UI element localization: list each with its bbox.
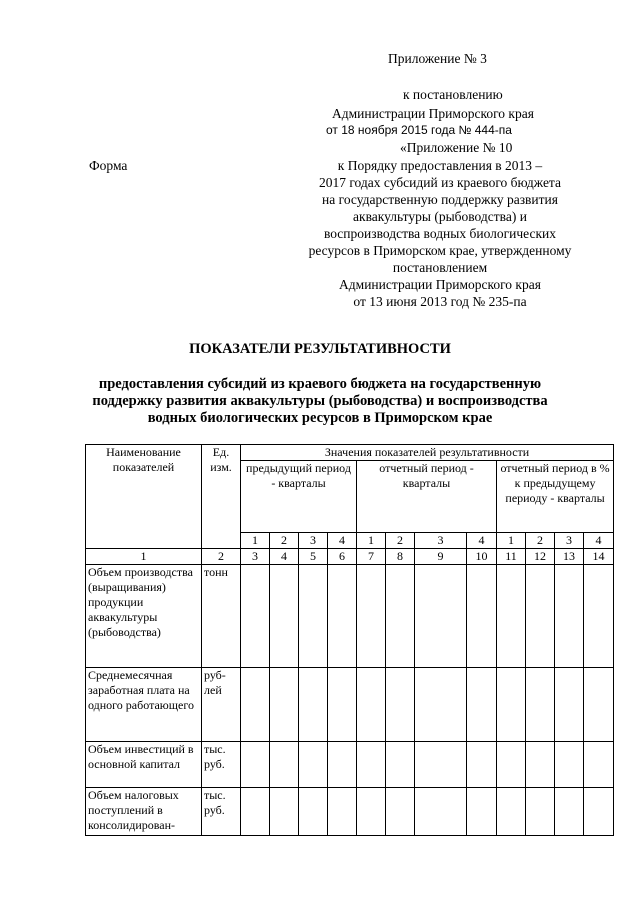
value-cell [497, 565, 526, 668]
indicator-unit: тыс. руб. [202, 742, 241, 788]
value-cell [467, 668, 497, 742]
order-line: к Порядку предоставления в 2013 – [337, 158, 543, 173]
document-title: ПОКАЗАТЕЛИ РЕЗУЛЬТАТИВНОСТИ [189, 341, 451, 357]
value-cell [415, 668, 467, 742]
indicator-name: Объем инвестиций в основной капитал [86, 742, 202, 788]
column-number-cell: 11 [497, 549, 526, 565]
value-cell [328, 668, 357, 742]
column-number-cell: 14 [584, 549, 614, 565]
order-reference [270, 157, 610, 310]
value-cell [415, 565, 467, 668]
value-cell [415, 788, 467, 836]
value-cell [357, 565, 386, 668]
value-cell [386, 668, 415, 742]
value-cell [357, 788, 386, 836]
column-number-cell: 12 [526, 549, 555, 565]
value-cell [386, 565, 415, 668]
indicator-name: Объем налоговых поступлений в консолидирован- [86, 788, 202, 836]
column-header-unit: Ед. изм. [202, 445, 241, 549]
value-cell [555, 742, 584, 788]
value-cell [241, 565, 270, 668]
value-cell [357, 742, 386, 788]
value-cell [328, 565, 357, 668]
subtitle-line: предоставления субсидий из краевого бюджета на государственную [98, 376, 542, 392]
value-cell [555, 668, 584, 742]
value-cell [270, 668, 299, 742]
column-number-cell: 6 [328, 549, 357, 565]
indicator-unit: тыс. руб. [202, 788, 241, 836]
quarter-cell: 2 [386, 533, 415, 549]
value-cell [299, 788, 328, 836]
order-line: воспроизводства водных биологических [323, 226, 557, 241]
value-cell [270, 742, 299, 788]
table-row [86, 742, 614, 788]
value-cell [497, 668, 526, 742]
value-cell [526, 788, 555, 836]
subtitle-line: водных биологических ресурсов в Приморском крае [147, 410, 493, 426]
indicator-unit: тонн [202, 565, 241, 668]
column-number-cell: 9 [415, 549, 467, 565]
table-row [86, 565, 614, 668]
quarter-cell: 4 [584, 533, 614, 549]
document-subtitle [60, 376, 580, 427]
value-cell [241, 788, 270, 836]
value-cell [299, 668, 328, 742]
values-header: Значения показателей результативности [241, 445, 614, 461]
period-percent-header: отчетный период в % к предыдущему периоду - кварталы [497, 461, 614, 533]
indicators-table [85, 444, 614, 836]
order-line: постановлением [392, 260, 488, 275]
period-previous-header: предыдущий период - кварталы [241, 461, 357, 533]
value-cell [555, 788, 584, 836]
value-cell [328, 742, 357, 788]
order-line: 2017 годах субсидий из краевого бюджета [318, 175, 561, 190]
value-cell [526, 668, 555, 742]
administration-label: Администрации Приморского края [332, 106, 534, 121]
column-header-name: Наименование показателей [86, 445, 202, 549]
column-number-cell: 4 [270, 549, 299, 565]
indicator-name: Объем производства (выращивания) продукции аквакультуры (рыбоводства) [86, 565, 202, 668]
value-cell [497, 788, 526, 836]
value-cell [386, 742, 415, 788]
value-cell [241, 742, 270, 788]
quarter-cell: 1 [241, 533, 270, 549]
column-number-cell: 13 [555, 549, 584, 565]
value-cell [526, 565, 555, 668]
appendix-label: Приложение № 3 [388, 51, 487, 66]
indicator-name: Среднемесячная заработная плата на одного работающего [86, 668, 202, 742]
value-cell [328, 788, 357, 836]
order-line: на государственную поддержку развития [322, 192, 558, 207]
value-cell [584, 565, 614, 668]
value-cell [584, 788, 614, 836]
appendix-10-label: «Приложение № 10 [400, 140, 513, 155]
column-number-cell: 8 [386, 549, 415, 565]
column-number-cell: 3 [241, 549, 270, 565]
value-cell [415, 742, 467, 788]
value-cell [497, 742, 526, 788]
order-line: аквакультуры (рыбоводства) и [353, 209, 527, 224]
period-report-header: отчетный период - кварталы [357, 461, 497, 533]
value-cell [270, 565, 299, 668]
order-line: от 13 июня 2013 год № 235-па [353, 294, 527, 309]
quarter-cell: 2 [270, 533, 299, 549]
value-cell [386, 788, 415, 836]
form-label: Форма [89, 158, 128, 173]
column-number-cell: 5 [299, 549, 328, 565]
value-cell [526, 742, 555, 788]
value-cell [299, 742, 328, 788]
value-cell [584, 742, 614, 788]
indicator-unit: руб- лей [202, 668, 241, 742]
quarter-cell: 4 [467, 533, 497, 549]
quarter-cell: 1 [497, 533, 526, 549]
column-number-cell: 1 [86, 549, 202, 565]
value-cell [299, 565, 328, 668]
table-row [86, 668, 614, 742]
quarter-cell: 3 [555, 533, 584, 549]
value-cell [584, 668, 614, 742]
value-cell [357, 668, 386, 742]
quarter-cell: 3 [299, 533, 328, 549]
column-number-cell: 2 [202, 549, 241, 565]
resolution-date-number: от 18 ноября 2015 года № 444-па [326, 123, 512, 137]
order-line: ресурсов в Приморском крае, утвержденному [308, 243, 572, 258]
value-cell [467, 565, 497, 668]
value-cell [241, 668, 270, 742]
quarter-cell: 3 [415, 533, 467, 549]
subtitle-line: поддержку развития аквакультуры (рыбоводства) и воспроизводства [92, 393, 548, 409]
column-number-cell: 10 [467, 549, 497, 565]
value-cell [467, 788, 497, 836]
table-row [86, 788, 614, 836]
order-line: Администрации Приморского края [339, 277, 541, 292]
column-number-cell: 7 [357, 549, 386, 565]
value-cell [467, 742, 497, 788]
value-cell [555, 565, 584, 668]
quarter-cell: 2 [526, 533, 555, 549]
quarter-cell: 1 [357, 533, 386, 549]
to-resolution-label: к постановлению [403, 87, 503, 102]
value-cell [270, 788, 299, 836]
quarter-cell: 4 [328, 533, 357, 549]
